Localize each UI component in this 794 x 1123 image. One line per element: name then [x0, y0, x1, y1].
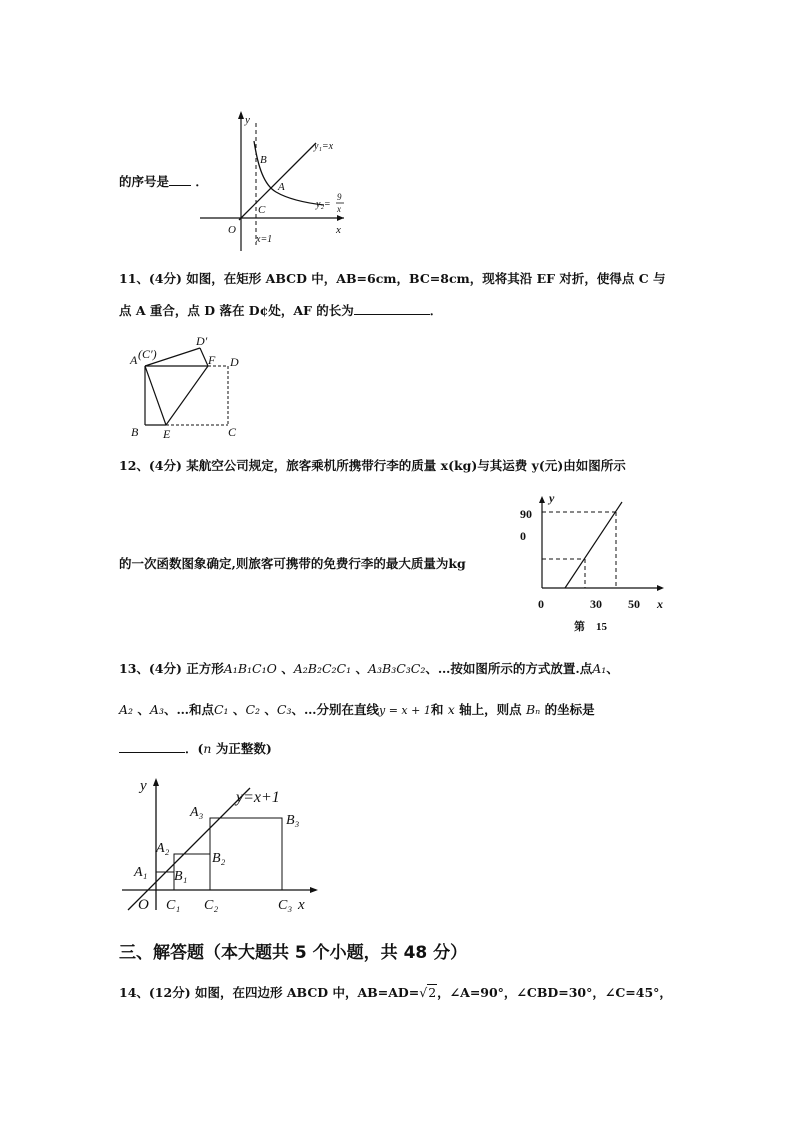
q13-label-a1: A₁: [134, 865, 148, 880]
q13-label-a2: A₂: [156, 841, 170, 856]
q12-caption-a: 第: [574, 621, 585, 633]
q13-label-b3: B₃: [286, 813, 300, 828]
q13-label-b2: B₂: [212, 851, 226, 866]
sqrt-icon: √: [419, 985, 428, 1000]
q13-label-c3: C₃: [278, 898, 293, 913]
q13-line2: A₂ 、A₃、…和点C₁ 、C₂ 、C₃、…分别在直线y = x + 1和 x 轴上，则点 Bₙ 的坐标是: [119, 702, 595, 717]
q13-squares-graph: [118, 770, 324, 918]
q10-x-label: x: [336, 224, 341, 236]
q13-y-label: y: [140, 778, 147, 794]
q13-line1: 13、(4分) 正方形A₁B₁C₁O 、A₂B₂C₂C₁ 、A₃B₃C₃C₂、…按如图所示的方式放置.点A₁、: [119, 661, 619, 676]
q11-rectangle-figure: [128, 330, 248, 442]
q12-caption-b: 15: [596, 621, 607, 633]
q12-fee-line: [565, 502, 622, 588]
q10-y-label: y: [245, 114, 250, 126]
q12-x-arrow-icon: [657, 585, 664, 591]
q11-label-f: F: [208, 353, 216, 367]
q10-curve-denominator: x: [337, 204, 341, 214]
q13-line-label: y=x+1: [236, 789, 280, 806]
q13-line: [128, 788, 250, 910]
q10-answer-blank[interactable]: [169, 173, 191, 186]
q11-answer-blank[interactable]: [354, 302, 430, 315]
q13-x-label: x: [298, 897, 305, 913]
q13-square-1: [156, 872, 174, 890]
q10-y-arrow-icon: [238, 111, 244, 119]
q10-x-arrow-icon: [337, 215, 344, 221]
q11-label-a: A: [130, 353, 138, 367]
q10-point-c: C: [258, 204, 266, 216]
q11-label-b: B: [131, 425, 139, 439]
q10-line-label: y₁=x: [314, 141, 334, 152]
q11-label-d: D: [230, 355, 239, 369]
section-3-heading: 三、解答题（本大题共 5 个小题，共 48 分）: [119, 943, 468, 963]
q12-origin: 0: [538, 597, 544, 611]
q10-origin-label: O: [228, 224, 236, 236]
q10-vline-label: x=1: [256, 234, 273, 245]
q10-curve-label: y₂=: [316, 199, 331, 210]
q11-label-c: C: [228, 425, 237, 439]
q12-line2: 的一次函数图象确定,则旅客可携带的免费行李的最大质量为kg: [119, 556, 466, 571]
q10-tail-text: 的序号是 ．: [119, 174, 208, 189]
q12-line1: 12、(4分) 某航空公司规定，旅客乘机所携带行李的质量 x(kg)与其运费 y(元)由如图所示: [119, 458, 626, 473]
q12-xtick-50: 50: [628, 597, 640, 611]
q13-label-a3: A₃: [190, 805, 204, 820]
q12-y-label: y: [549, 492, 555, 505]
q12-ytick-90: 90: [520, 507, 532, 521]
q10-function-graph: [196, 105, 351, 253]
q13-answer-blank[interactable]: [119, 740, 185, 753]
q10-curve-numerator: 9: [337, 192, 342, 202]
q11-label-e: E: [163, 427, 171, 441]
q10-point-a: A: [278, 181, 285, 193]
q11-line2: 点 A 重合，点 D 落在 D¢处，AF 的长为 ．: [119, 303, 443, 318]
q12-fee-graph: [512, 492, 672, 634]
q11-line1: 11、(4分) 如图，在矩形 ABCD 中，AB=6cm，BC=8cm，现将其沿 EF 对折，使得点 C 与: [119, 271, 666, 286]
q11-label-d-prime: D′: [196, 334, 208, 348]
q13-origin: O: [138, 897, 149, 913]
q12-xtick-30: 30: [590, 597, 602, 611]
q13-y-arrow-icon: [153, 778, 159, 786]
q11-label-c-prime: (C′): [138, 347, 157, 361]
q13-label-c1: C₁: [166, 898, 181, 913]
q12-ytick-0: 0: [520, 529, 526, 543]
q13-label-b1: B₁: [174, 869, 188, 884]
q13-line3: ．(n 为正整数): [119, 740, 272, 757]
q10-point-b: B: [260, 154, 267, 166]
q12-y-arrow-icon: [539, 496, 545, 503]
q13-label-c2: C₂: [204, 898, 219, 913]
q12-x-label: x: [657, 597, 663, 611]
q14-line1: 14、(12分) 如图，在四边形 ABCD 中，AB=AD=√2，∠A=90°，∠CBD=30°，∠C=45°，: [119, 985, 672, 1000]
q13-x-arrow-icon: [310, 887, 318, 893]
